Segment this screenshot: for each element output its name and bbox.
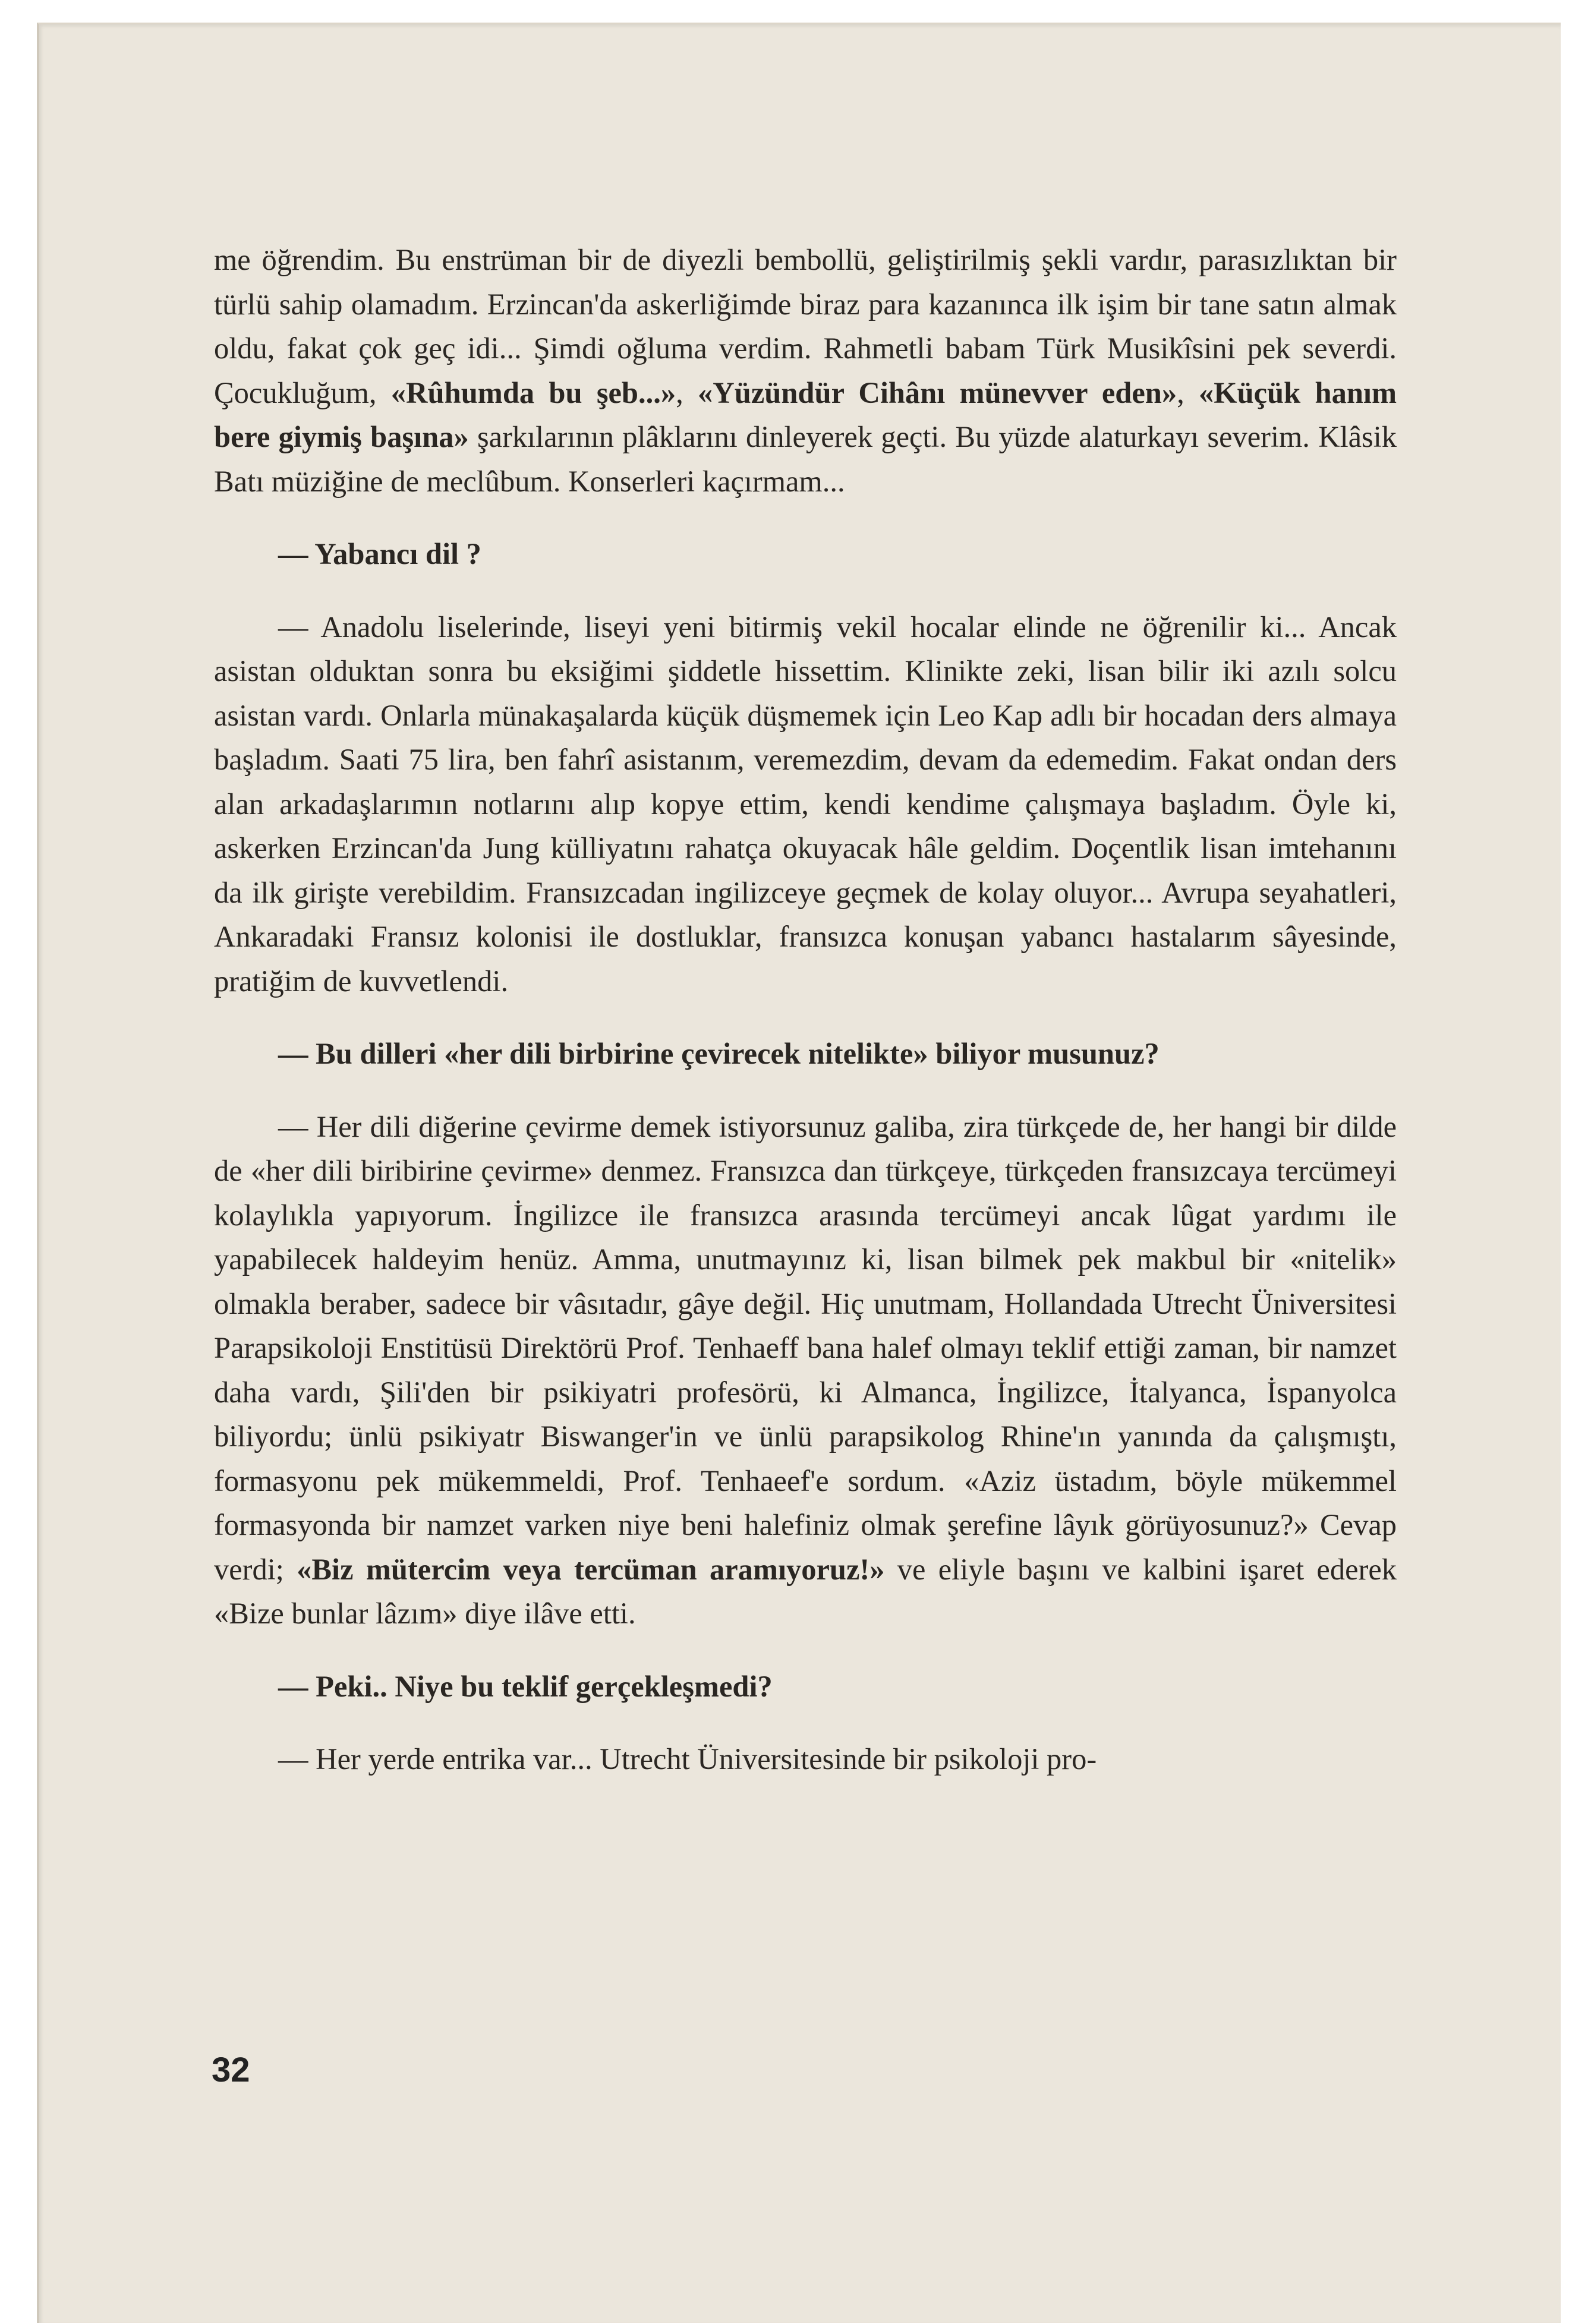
paragraph-text: ve eliyle başını ve kalbini işaret ederek «Bize bunlar lâzım» diye ilâve etti.	[214, 1552, 1397, 1630]
interview-question: — Peki.. Niye bu teklif gerçekleşmedi?	[278, 1669, 773, 1703]
paragraph-text: — Her dili diğerine çevirme demek istiyorsunuz galiba, zira türkçede de, her hangi bir dilde de «her dili biribirine çevirme» denmez. Fransızca dan türkçeye, türkçeden fransızcaya tercümeyi kolaylıkla yapıyorum. İngilizce ile fransızca arasında tercümeyi ancak lûgat yardımı ile yapabilecek haldeyim henüz. Amma, unutmayınız ki, lisan bilmek pek makbul bir «nitelik» olmakla beraber, sadece bir vâsıtadır, gâye değil. Hiç unutmam, Hollandada Utrecht Üniversitesi Parapsikoloji Enstitüsü Direktörü Prof. Tenhaeff bana halef olmayı teklif ettiği zaman, bir namzet daha vardı, Şili'den bir psikiyatri profesörü, ki Almanca, İngilizce, İtalyanca, İspanyolca biliyordu; ünlü psikiyatr Biswanger'in ve ünlü parapsikolog Rhine'ın yanında da çalışmıştı, formasyonu pek mükemmeldi, Prof. Tenhaeef'e sordum. «Aziz üstadım, böyle mükemmel formasyonda bir namzet varken niye beni halefiniz olmak şerefine lâyık görüyosunuz?» Cevap verdi;	[214, 1109, 1397, 1586]
page-text-body	[214, 238, 1397, 1810]
paragraph-languages: — Anadolu liselerinde, liseyi yeni bitirmiş vekil hocalar elinde ne öğrenilir ki... Ancak asistan olduktan sonra bu eksiğimi şiddetle hissettim. Klinikte zeki, lisan bilir iki azılı solcu asistan vardı. Onlarla münakaşalarda küçük düşmemek için Leo Kap adlı bir hocadan ders almaya başladım. Saati 75 lira, ben fahrî asistanım, veremezdim, devam da edemedim. Fakat ondan ders alan arkadaşlarımın notlarını alıp kopye ettim, kendi kendime çalışmaya başladım. Öyle ki, askerken Erzincan'da Jung külliyatını rahatça okuyacak hâle geldim. Doçentlik lisan imtehanını da ilk girişte verebildim. Fransızcadan ingilizceye geçmek de kolay oluyor... Avrupa seyahatleri, Ankaradaki Fransız kolonisi ile dostluklar, fransızca konuşan yabancı hastalarım sâyesinde, pratiğim de kuvvetlendi.	[214, 610, 1397, 998]
page-number: 32	[212, 2051, 250, 2089]
song-title: «Yüzündür Cihânı münevver eden»	[698, 376, 1177, 409]
paragraph-translation	[214, 1105, 1397, 1636]
separator: ,	[1177, 376, 1199, 409]
interview-question: — Bu dilleri «her dili birbirine çevirecek nitelikte» biliyor musunuz?	[278, 1037, 1160, 1070]
song-title: «Küçük hanım bere giymiş başına»	[214, 376, 1397, 453]
interview-question: — Yabancı dil ?	[278, 537, 481, 570]
quoted-reply: «Biz mütercim veya tercüman aramıyoruz!»	[297, 1552, 885, 1586]
separator: ,	[676, 376, 698, 409]
song-title: «Rûhumda bu şeb...»	[390, 376, 676, 409]
paragraph-intrigue: — Her yerde entrika var... Utrecht Üniversitesinde bir psikoloji pro-	[278, 1742, 1097, 1776]
paragraph-text: şarkılarının plâklarını dinleyerek geçti. Bu yüzde alaturkayı severim. Klâsik Batı müziğine de meclûbum. Konserleri kaçırmam...	[214, 420, 1397, 498]
paragraph-text: me öğrendim. Bu enstrüman bir de diyezli bembollü, geliştirilmiş şekli vardır, parasızlıktan bir türlü sahip olamadım. Erzincan'da askerliğimde biraz para kazanınca ilk işim bir tane satın almak oldu, fakat çok geç idi... Şimdi oğluma verdim. Rahmetli babam Türk Musikîsini pek severdi. Çocukluğum,	[214, 243, 1397, 409]
paragraph-music	[214, 238, 1397, 503]
